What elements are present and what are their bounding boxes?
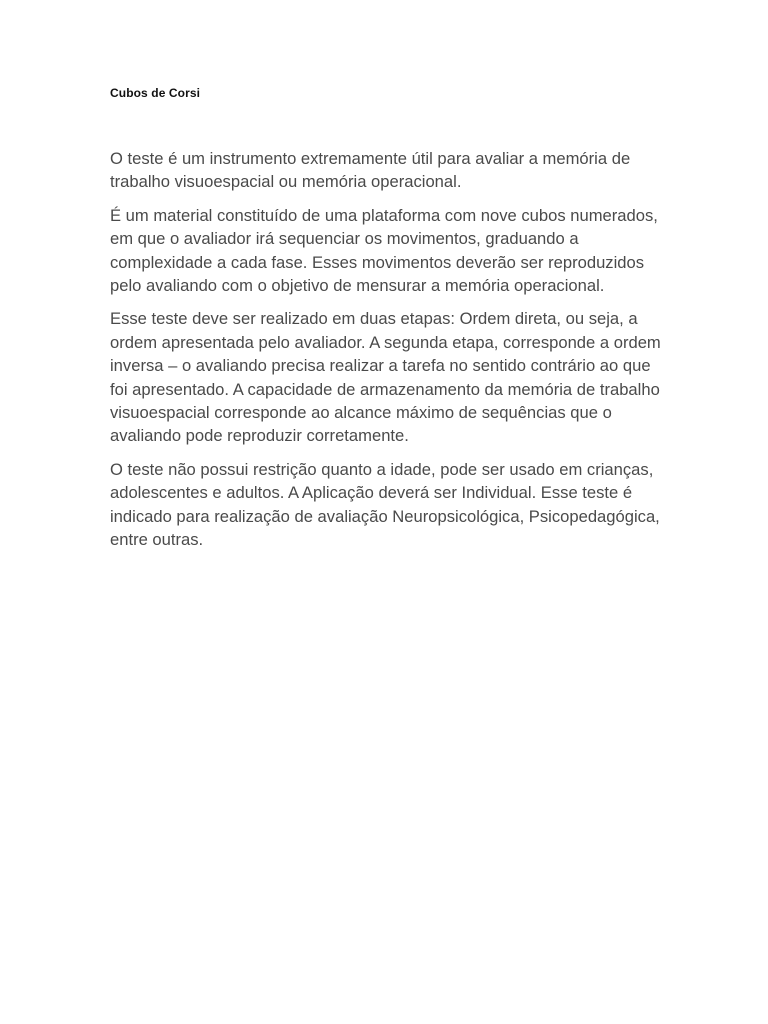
paragraph: O teste não possui restrição quanto a idade, pode ser usado em crianças, adolescentes e adultos. A Aplicação deverá ser Individual. Esse teste é indicado para realização de avaliação Neuropsicológica, Psicopedagógica, entre outras. (110, 459, 660, 550)
paragraph: É um material constituído de uma plataforma com nove cubos numerados, em que o avaliador irá sequenciar os movimentos, graduando a complexidade a cada fase. Esses movimentos deverão ser reproduzidos pelo avaliando com o objetivo de mensurar a memória operacional. (110, 205, 658, 296)
paragraph: O teste é um instrumento extremamente útil para avaliar a memória de trabalho visuoespacial ou memória operacional. (110, 149, 631, 192)
paragraph: Esse teste deve ser realizado em duas etapas: Ordem direta, ou seja, a ordem apresentada pelo avaliador. A segunda etapa, corresponde a ordem inversa – o avaliando precisa realizar a tarefa no sentido contrário ao que foi apresentado. A capacidade de armazenamento da memória de trabalho visuoespacial corresponde ao alcance máximo de sequências que o avaliando pode reproduzir corretamente. (110, 309, 661, 446)
document-title: Cubos de Corsi (110, 86, 201, 100)
document-body (110, 147, 670, 562)
